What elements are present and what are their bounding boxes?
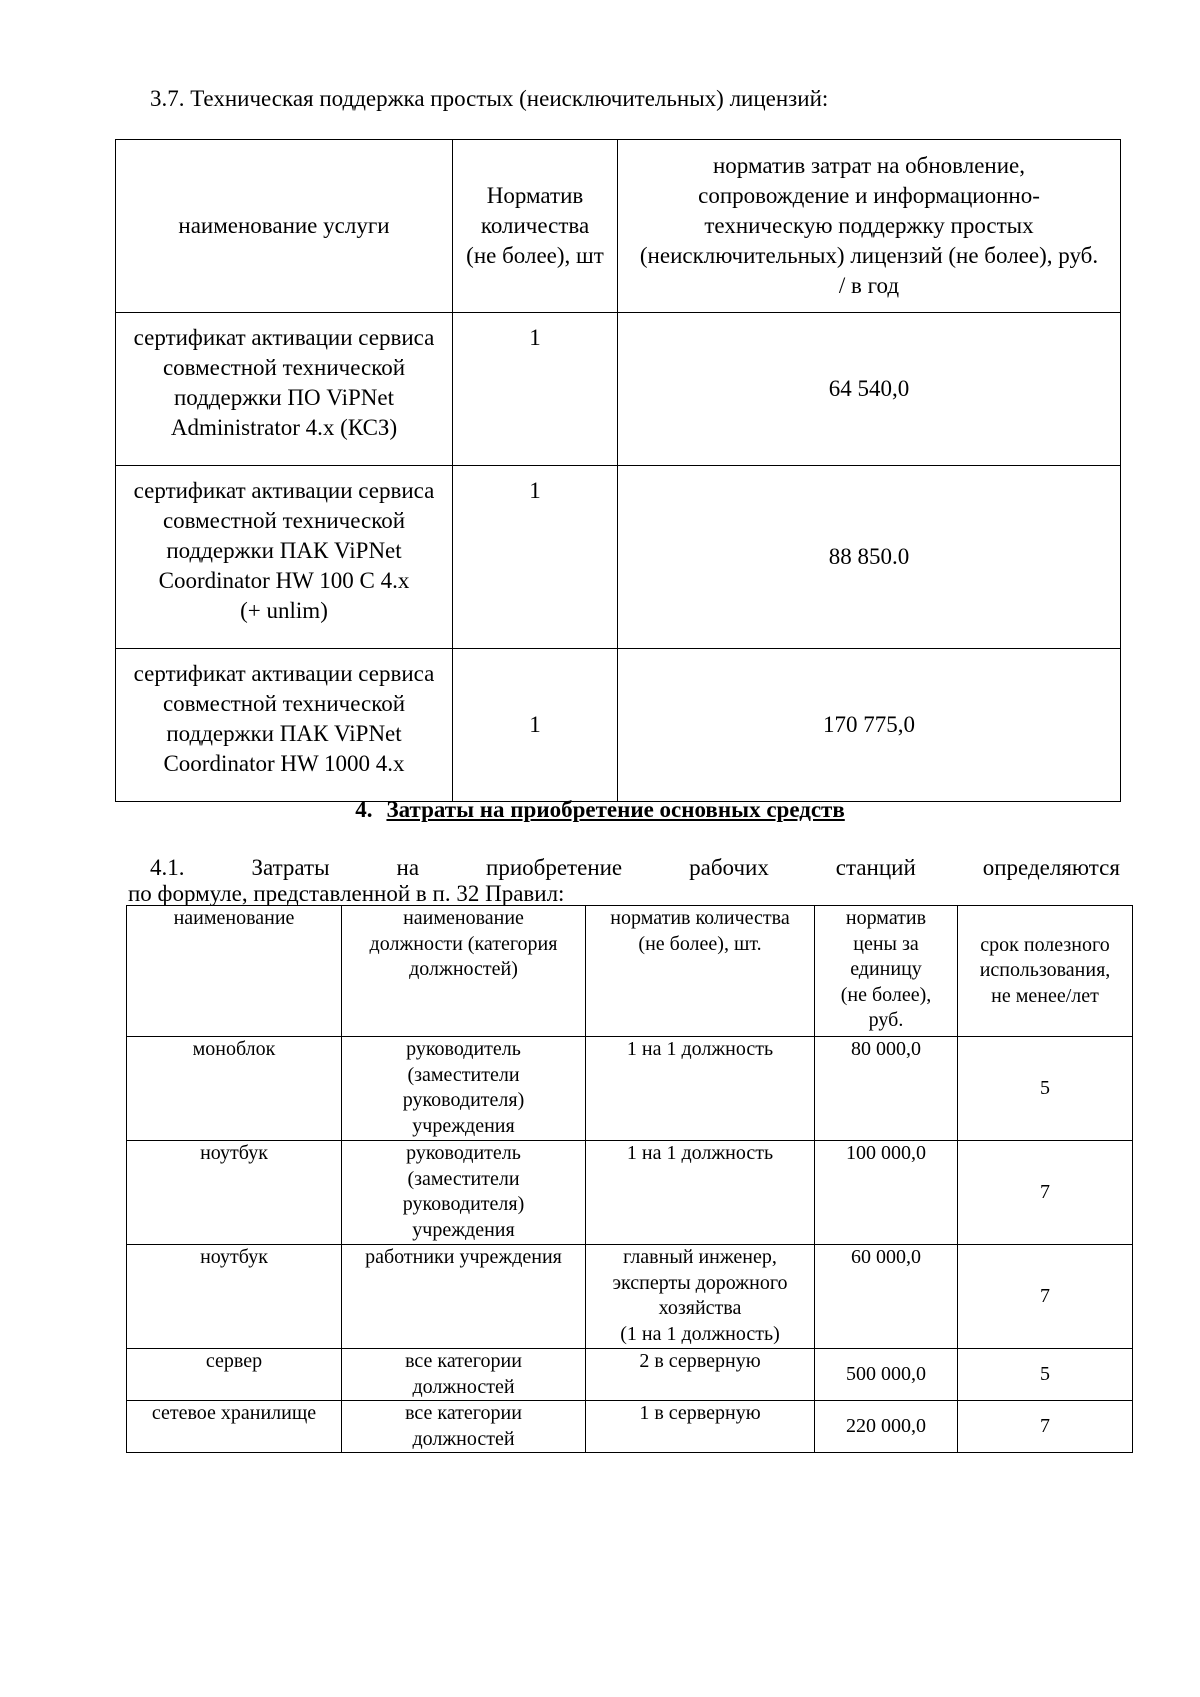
- position-cell: все категории должностей: [342, 1349, 586, 1401]
- useful-life-cell: 5: [958, 1037, 1133, 1141]
- table-row: [127, 1141, 1133, 1245]
- useful-life-cell: 7: [958, 1245, 1133, 1349]
- unit-price-cell: 500 000,0: [815, 1349, 958, 1401]
- section-4-title: Затраты на приобретение основных средств: [386, 797, 845, 822]
- cost-cell: 64 540,0: [618, 313, 1121, 466]
- table-row: [116, 466, 1121, 649]
- unit-price-cell: 60 000,0: [815, 1245, 958, 1349]
- useful-life-cell: 5: [958, 1349, 1133, 1401]
- quantity-cell: 2 в серверную: [586, 1349, 815, 1401]
- position-cell: все категории должностей: [342, 1401, 586, 1453]
- useful-life-cell: 7: [958, 1141, 1133, 1245]
- quantity-cell: 1: [453, 649, 618, 802]
- table-row: [116, 313, 1121, 466]
- section-3-7-heading: 3.7. Техническая поддержка простых (неисключительных) лицензий:: [150, 86, 829, 111]
- position-cell: руководитель (заместители руководителя) учреждения: [342, 1141, 586, 1245]
- header-useful-life: срок полезного использования, не менее/лет: [958, 906, 1133, 1037]
- unit-price-cell: 100 000,0: [815, 1141, 958, 1245]
- quantity-cell: 1: [453, 313, 618, 466]
- item-name-cell: ноутбук: [127, 1141, 342, 1245]
- section-4-heading: [0, 797, 1200, 823]
- table-row: [127, 1401, 1133, 1453]
- licenses-support-table: [115, 139, 1121, 802]
- service-name-cell: сертификат активации сервиса совместной технической поддержки ПАК ViPNet Coordinator HW 1000 4.x: [116, 649, 453, 802]
- table-row: [116, 649, 1121, 802]
- table-header-row: [116, 140, 1121, 313]
- header-name: наименование: [127, 906, 342, 1037]
- unit-price-cell: 220 000,0: [815, 1401, 958, 1453]
- workstations-table: [126, 905, 1133, 1453]
- quantity-cell: 1 на 1 должность: [586, 1037, 815, 1141]
- cost-cell: 88 850.0: [618, 466, 1121, 649]
- header-unit-price: норматив цены за единицу (не более), руб.: [815, 906, 958, 1037]
- quantity-cell: 1 в серверную: [586, 1401, 815, 1453]
- header-service-name: наименование услуги: [116, 140, 453, 313]
- paragraph-4-1: [128, 855, 1120, 906]
- item-name-cell: ноутбук: [127, 1245, 342, 1349]
- header-quantity: норматив количества (не более), шт.: [586, 906, 815, 1037]
- table-header-row: [127, 906, 1133, 1037]
- service-name-cell: сертификат активации сервиса совместной технической поддержки ПО ViPNet Administrator 4.x (КСЗ): [116, 313, 453, 466]
- quantity-cell: 1 на 1 должность: [586, 1141, 815, 1245]
- quantity-cell: главный инженер, эксперты дорожного хозяйства (1 на 1 должность): [586, 1245, 815, 1349]
- header-quantity: Норматив количества (не более), шт: [453, 140, 618, 313]
- section-4-number: 4.: [355, 797, 373, 822]
- item-name-cell: сетевое хранилище: [127, 1401, 342, 1453]
- header-cost: норматив затрат на обновление, сопровождение и информационно- техническую поддержку простых (неисключительных) лицензий (не более), руб. / в год: [618, 140, 1121, 313]
- cost-cell: 170 775,0: [618, 649, 1121, 802]
- header-position: наименование должности (категория должностей): [342, 906, 586, 1037]
- item-name-cell: моноблок: [127, 1037, 342, 1141]
- quantity-cell: 1: [453, 466, 618, 649]
- position-cell: работники учреждения: [342, 1245, 586, 1349]
- service-name-cell: сертификат активации сервиса совместной технической поддержки ПАК ViPNet Coordinator HW 100 C 4.x (+ unlim): [116, 466, 453, 649]
- item-name-cell: сервер: [127, 1349, 342, 1401]
- table-row: [127, 1037, 1133, 1141]
- table-row: [127, 1245, 1133, 1349]
- table-row: [127, 1349, 1133, 1401]
- useful-life-cell: 7: [958, 1401, 1133, 1453]
- unit-price-cell: 80 000,0: [815, 1037, 958, 1141]
- paragraph-4-1-line1: 4.1. Затраты на приобретение рабочих станций определяются: [150, 855, 1120, 880]
- position-cell: руководитель (заместители руководителя) учреждения: [342, 1037, 586, 1141]
- paragraph-4-1-line2: по формуле, представленной в п. 32 Правил:: [128, 881, 565, 906]
